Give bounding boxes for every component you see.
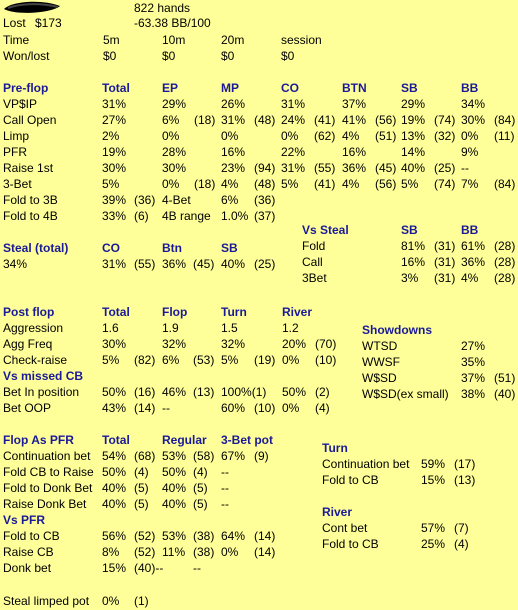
stat-count: 31%	[281, 97, 306, 111]
stat-value: (11)	[494, 129, 515, 143]
preflop-title: Pre-flop	[3, 81, 49, 95]
stat-value: 3%	[401, 271, 419, 285]
period-10m: 10m	[162, 33, 186, 47]
stat-count: 5%	[281, 177, 299, 191]
stat-value: (25)	[434, 161, 456, 175]
stat-count: (28)	[494, 271, 516, 285]
bb-per-100: -63.38 BB/100	[134, 16, 211, 30]
stat-label: Call Open	[3, 113, 57, 127]
stat-count: (5)	[193, 481, 208, 495]
postflop-col-total: Total	[102, 305, 130, 319]
stat-count: (58)	[193, 449, 215, 463]
stat-count: (4)	[193, 465, 208, 479]
stat-value: 0%	[282, 353, 300, 367]
stat-value: 2%	[102, 129, 120, 143]
stat-count: 30%	[461, 113, 486, 127]
stat-count: 23%	[221, 161, 246, 175]
stat-label: Limp	[3, 129, 30, 143]
stat-count: 26%	[221, 97, 246, 111]
stat-value: (45)	[375, 161, 397, 175]
stat-count: --	[461, 161, 469, 175]
preflop-col-bb: BB	[461, 81, 479, 95]
postflop-title: Post flop	[3, 305, 55, 319]
stat-value: (18)	[194, 177, 216, 191]
stat-count: (31)	[434, 255, 456, 269]
stat-count: (51)	[494, 371, 516, 385]
stat-value: --	[221, 497, 229, 511]
stat-value: 16%	[401, 255, 426, 269]
stat-count: (38)	[193, 529, 215, 543]
stat-value: 57%	[421, 521, 446, 535]
stat-count: 4%	[342, 177, 360, 191]
stat-value: 46%	[162, 385, 187, 399]
stat-count: 16%	[342, 145, 367, 159]
stat-count: 31%	[221, 113, 246, 127]
fold-to-3b-label: Fold to 3B	[3, 193, 58, 207]
stat-count: 19%	[401, 113, 426, 127]
stat-value: 60%	[221, 401, 246, 415]
stat-label: Fold to Donk Bet	[3, 481, 93, 495]
stat-count: 41%	[342, 113, 367, 127]
flop-pfr-col-total: Total	[102, 433, 130, 447]
stat-value: (18)	[194, 113, 216, 127]
four-bet-label: 4-Bet	[162, 193, 191, 207]
stat-label: Continuation bet	[322, 457, 410, 471]
stat-label: Bet In position	[3, 385, 80, 399]
preflop-col-total: Total	[102, 81, 130, 95]
stat-count: 34%	[461, 97, 486, 111]
won-lost-5m: $0	[103, 49, 117, 63]
stat-count: (7)	[454, 521, 469, 535]
stat-value: 15%	[102, 561, 127, 575]
hands-count: 822 hands	[134, 1, 191, 15]
stat-label: Raise Donk Bet	[3, 497, 87, 511]
stat-value: 61%	[461, 239, 486, 253]
stat-value: 0%	[221, 545, 239, 559]
vs-steal-col-bb: BB	[461, 223, 479, 237]
stat-value: 53%	[162, 529, 187, 543]
stat-label: Cont bet	[322, 521, 368, 535]
stat-value: 1.5	[221, 321, 238, 335]
stat-count: 4%	[221, 177, 239, 191]
stat-count: (13)	[193, 385, 215, 399]
won-lost-10m: $0	[162, 49, 176, 63]
vs-pfr-title: Vs PFR	[3, 513, 46, 527]
stat-label: Call	[302, 255, 323, 269]
steal-limped-pot-value: 0%	[102, 594, 120, 608]
stat-count: (68)	[134, 449, 156, 463]
stat-value: (56)	[375, 177, 397, 191]
stat-value: 6%	[162, 353, 180, 367]
stat-count: (40)	[494, 387, 516, 401]
postflop-col-river: River	[282, 305, 313, 319]
stat-count: (14)	[254, 545, 276, 559]
river-title: River	[322, 505, 353, 519]
flop-pfr-col-3bet: 3-Bet pot	[221, 433, 273, 447]
vs-steal-col-sb: SB	[401, 223, 418, 237]
stat-label: WTSD	[362, 339, 398, 353]
stat-count: (14)	[254, 529, 276, 543]
steal-col-sb: SB	[221, 241, 238, 255]
lost-label: Lost	[3, 16, 26, 30]
stat-count: (40)--	[134, 561, 164, 575]
stat-value: 1.6	[102, 321, 119, 335]
stat-count: (5)	[134, 481, 149, 495]
stat-count: (52)	[134, 529, 156, 543]
stat-value: 43%	[102, 401, 127, 415]
stat-count: 31%	[281, 161, 306, 175]
fold-to-4b-label: Fold to 4B	[3, 209, 58, 223]
stat-count: (5)	[193, 497, 208, 511]
stat-value: 64%	[221, 529, 246, 543]
stat-value: 31%	[102, 97, 127, 111]
steal-title: Steal (total)	[3, 241, 69, 255]
preflop-col-mp: MP	[221, 81, 239, 95]
stat-label: WWSF	[362, 355, 400, 369]
steal-col-co: CO	[102, 241, 120, 255]
stat-count: 14%	[401, 145, 426, 159]
flop-pfr-col-regular: Regular	[162, 433, 207, 447]
stat-count: (82)	[134, 353, 156, 367]
stat-count: 16%	[221, 145, 246, 159]
fold-to-3b-count: (36)	[134, 193, 156, 207]
stat-count: (13)	[454, 473, 476, 487]
fold-to-3b-value: 39%	[102, 193, 127, 207]
stat-value: 1.9	[162, 321, 179, 335]
stat-count: (10)	[315, 353, 337, 367]
stat-count: (4)	[454, 537, 469, 551]
stat-value: (48)	[254, 113, 276, 127]
steal-co-count: (55)	[134, 257, 156, 271]
stat-value: (74)	[434, 113, 456, 127]
stat-count: (4)	[315, 401, 330, 415]
stat-value: 32%	[162, 337, 187, 351]
stat-value: 27%	[102, 113, 127, 127]
steal-col-btn: Btn	[162, 241, 182, 255]
stat-value: 30%	[102, 161, 127, 175]
stat-value: 40%	[102, 497, 127, 511]
stat-count: (52)	[134, 545, 156, 559]
preflop-col-co: CO	[281, 81, 299, 95]
stat-count: 13%	[401, 129, 426, 143]
stat-count: 5%	[401, 177, 419, 191]
stat-value: 50%	[102, 465, 127, 479]
stat-value: 50%	[162, 465, 187, 479]
stat-count: 30%	[162, 161, 187, 175]
stat-count: (70)	[315, 337, 337, 351]
stat-value: (74)	[434, 177, 456, 191]
stat-value: 36%	[461, 255, 486, 269]
stat-label: PFR	[3, 145, 27, 159]
stat-count: 29%	[401, 97, 426, 111]
stat-count: (31)	[434, 271, 456, 285]
vs-missed-cb-title: Vs missed CB	[3, 369, 84, 383]
stat-count: (31)	[434, 239, 456, 253]
stat-count: (10)	[254, 401, 276, 415]
stat-label: Continuation bet	[3, 449, 91, 463]
stat-value: 40%	[102, 481, 127, 495]
stat-count: (9)	[254, 449, 269, 463]
stat-value: 5%	[221, 353, 239, 367]
stat-count: (17)	[454, 457, 476, 471]
stat-label: Donk bet	[3, 561, 52, 575]
fold-to-4b-count: (6)	[134, 209, 149, 223]
stat-label: 3Bet	[302, 271, 327, 285]
four-bet-range-label: 4B range	[162, 209, 211, 223]
stat-value: --	[221, 465, 229, 479]
stat-count: --	[193, 561, 201, 575]
stat-value: 1.2	[282, 321, 299, 335]
period-20m: 20m	[221, 33, 245, 47]
stat-value: (84)	[494, 113, 516, 127]
stat-value: 4%	[461, 271, 479, 285]
steal-co-value: 31%	[102, 257, 127, 271]
stat-label: Raise 1st	[3, 161, 54, 175]
stat-count: (38)	[193, 545, 215, 559]
stat-value: (41)	[314, 113, 336, 127]
stat-value: 50%	[282, 385, 307, 399]
stat-label: W$SD(ex small)	[362, 387, 449, 401]
won-lost-session: $0	[281, 49, 295, 63]
steal-sb-value: 40%	[221, 257, 246, 271]
steal-total: 34%	[3, 257, 28, 271]
stat-count: 0%	[162, 177, 180, 191]
stat-value: 40%	[162, 497, 187, 511]
stat-count: 40%	[401, 161, 426, 175]
stat-count: (5)	[134, 497, 149, 511]
stat-count: 9%	[461, 145, 479, 159]
stat-count: 0%	[221, 129, 239, 143]
stat-value: (55)	[314, 161, 336, 175]
stat-value: (48)	[254, 177, 276, 191]
stat-label: 3-Bet	[3, 177, 32, 191]
stat-value: --	[162, 401, 170, 415]
stat-count: (28)	[494, 239, 516, 253]
fold-to-4b-value: 33%	[102, 209, 127, 223]
stat-label: Bet OOP	[3, 401, 52, 415]
stat-value: 35%	[461, 355, 486, 369]
stat-label: Fold	[302, 239, 326, 253]
four-bet-range-value: 1.0%	[221, 209, 249, 223]
stat-value: 40%	[162, 481, 187, 495]
stat-value: 67%	[221, 449, 246, 463]
stat-count: 28%	[162, 145, 187, 159]
stat-value: 5%	[102, 177, 120, 191]
stat-value: 0%	[282, 401, 300, 415]
stat-count: 4%	[342, 129, 360, 143]
stat-value: 25%	[421, 537, 446, 551]
stat-label: Agg Freq	[3, 337, 53, 351]
won-lost-label: Won/lost	[3, 49, 50, 63]
stat-value: 38%	[461, 387, 486, 401]
stat-value: 56%	[102, 529, 127, 543]
steal-limped-pot-count: (1)	[134, 594, 149, 608]
stat-count: 36%	[342, 161, 367, 175]
stat-count: 24%	[281, 113, 306, 127]
period-session: session	[281, 33, 322, 47]
stat-label: Fold to CB	[322, 537, 379, 551]
stat-value: 8%	[102, 545, 120, 559]
postflop-col-turn: Turn	[221, 305, 247, 319]
stat-value: 54%	[102, 449, 127, 463]
stat-value: 15%	[421, 473, 446, 487]
stat-count: (28)	[494, 255, 516, 269]
steal-btn-value: 36%	[162, 257, 187, 271]
vs-steal-title: Vs Steal	[302, 223, 349, 237]
won-lost-20m: $0	[221, 49, 235, 63]
showdowns-title: Showdowns	[362, 323, 432, 337]
stat-count: 0%	[281, 129, 299, 143]
stat-count: (4)	[134, 465, 149, 479]
flop-pfr-title: Flop As PFR	[3, 433, 74, 447]
stat-label: W$SD	[362, 371, 397, 385]
stat-value: 32%	[221, 337, 246, 351]
stat-count: 6%	[162, 113, 180, 127]
stat-value: 30%	[102, 337, 127, 351]
lost-amount: $173	[35, 16, 62, 30]
stat-label: Check-raise	[3, 353, 68, 367]
stat-value: (56)	[375, 113, 397, 127]
stat-count: (53)	[193, 353, 215, 367]
stat-count: 22%	[281, 145, 306, 159]
stat-value: 19%	[102, 145, 127, 159]
preflop-col-ep: EP	[162, 81, 179, 95]
stat-value: 100%(1)	[221, 385, 267, 399]
four-bet-count: (36)	[254, 193, 276, 207]
stat-value: (84)	[494, 177, 516, 191]
four-bet-range-count: (37)	[254, 209, 276, 223]
stat-label: VP$IP	[3, 97, 38, 111]
stat-count: 0%	[461, 129, 479, 143]
stat-count: (14)	[134, 401, 156, 415]
time-label: Time	[3, 33, 30, 47]
stat-value: 37%	[461, 371, 486, 385]
stat-label: Fold CB to Raise	[3, 465, 94, 479]
stat-value: 20%	[282, 337, 307, 351]
stat-value: 53%	[162, 449, 187, 463]
steal-sb-count: (25)	[254, 257, 276, 271]
stat-value: (94)	[254, 161, 276, 175]
stat-value: 59%	[421, 457, 446, 471]
stat-value: 81%	[401, 239, 426, 253]
stat-value: 50%	[102, 385, 127, 399]
stat-value: 5%	[102, 353, 120, 367]
stat-label: Raise CB	[3, 545, 54, 559]
four-bet-value: 6%	[221, 193, 239, 207]
stat-value: 27%	[461, 339, 486, 353]
stat-count: 29%	[162, 97, 187, 111]
stat-value: (51)	[375, 129, 397, 143]
preflop-col-btn: BTN	[342, 81, 367, 95]
postflop-col-flop: Flop	[162, 305, 188, 319]
stat-count: (2)	[315, 385, 330, 399]
steal-btn-count: (45)	[193, 257, 215, 271]
stat-value: 11%	[162, 545, 186, 559]
stat-label: Aggression	[3, 321, 64, 335]
stat-value: --	[221, 481, 229, 495]
period-5m: 5m	[103, 33, 120, 47]
stat-value: (41)	[314, 177, 336, 191]
preflop-col-sb: SB	[401, 81, 418, 95]
stat-value: (32)	[434, 129, 456, 143]
stat-label: Fold to CB	[322, 473, 379, 487]
turn-title: Turn	[322, 441, 348, 455]
stat-label: Fold to CB	[3, 529, 60, 543]
stat-count: (16)	[134, 385, 156, 399]
steal-limped-pot-label: Steal limped pot	[3, 594, 90, 608]
stat-count: 0%	[162, 129, 180, 143]
stat-count: 37%	[342, 97, 367, 111]
stat-count: 7%	[461, 177, 479, 191]
stat-value: (62)	[314, 129, 336, 143]
stat-count: (19)	[254, 353, 276, 367]
